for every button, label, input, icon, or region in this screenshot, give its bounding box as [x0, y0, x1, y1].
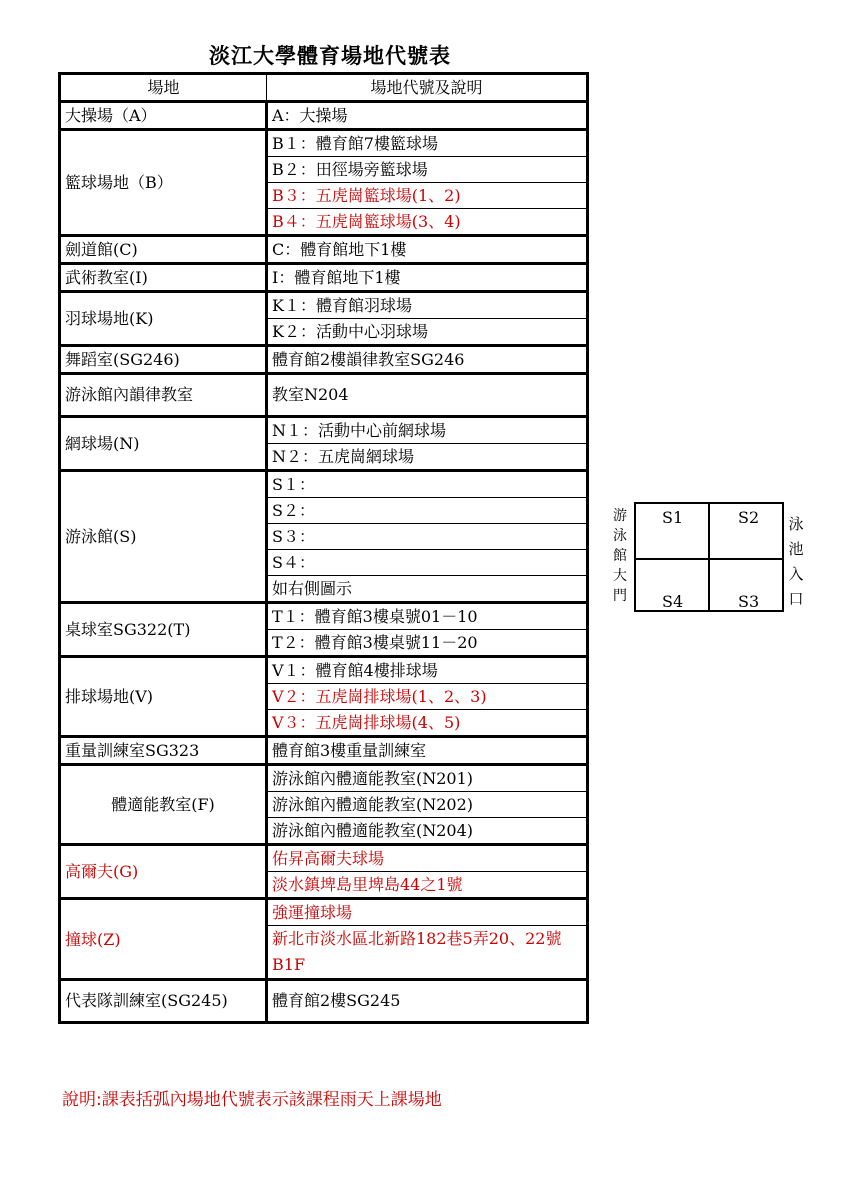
pool-divider-vertical [708, 504, 710, 610]
page-title: 淡江大學體育場地代號表 [209, 43, 451, 68]
code-cell: 淡水鎮埤島里埤島44之1號 [267, 872, 588, 899]
code-cell: 游泳館內體適能教室(N204) [267, 818, 588, 845]
code-cell: V１：體育館4樓排球場 [267, 657, 588, 684]
code-cell: V２：五虎崗排球場(1、2、3) [267, 684, 588, 710]
venue-cell: 游泳館內韻律教室 [60, 374, 267, 417]
code-cell: B２：田徑場旁籃球場 [267, 157, 588, 183]
lane-s4: S4 [662, 592, 684, 611]
table-row [60, 264, 588, 292]
venue-cell: 大操場（A） [60, 102, 267, 130]
code-cell: T２：體育館3樓桌號11－20 [267, 630, 588, 657]
code-cell: A：大操場 [267, 102, 588, 130]
code-cell: 體育館2樓SG245 [267, 980, 588, 1023]
venue-code-table [58, 72, 589, 1024]
code-cell: T１：體育館3樓桌號01－10 [267, 603, 588, 630]
code-cell: 體育館3樓重量訓練室 [267, 737, 588, 765]
venue-cell: 舞蹈室(SG246) [60, 346, 267, 374]
venue-cell: 重量訓練室SG323 [60, 737, 267, 765]
table-row [60, 980, 588, 1023]
code-cell: 游泳館內體適能教室(N202) [267, 792, 588, 818]
code-cell: K２：活動中心羽球場 [267, 319, 588, 346]
lane-s3: S3 [738, 592, 760, 611]
code-cell: C：體育館地下1樓 [267, 236, 588, 264]
table-row [60, 417, 588, 444]
code-cell: 強運撞球場 [267, 899, 588, 926]
table-row [60, 374, 588, 417]
venue-cell: 高爾夫(G) [60, 845, 267, 899]
venue-cell: 游泳館(S) [60, 471, 267, 603]
pool-lane-diagram [612, 502, 812, 614]
venue-cell: 劍道館(C) [60, 236, 267, 264]
code-cell: N１：活動中心前網球場 [267, 417, 588, 444]
footnote: 說明:課表括弧內場地代號表示該課程雨天上課場地 [62, 1090, 442, 1110]
venue-cell: 代表隊訓練室(SG245) [60, 980, 267, 1023]
table-row [60, 603, 588, 630]
code-cell: S３： [267, 524, 588, 550]
venue-cell: 撞球(Z) [60, 899, 267, 980]
table-row [60, 102, 588, 130]
code-cell: 佑昇高爾夫球場 [267, 845, 588, 872]
venue-cell: 武術教室(I) [60, 264, 267, 292]
table-row [60, 899, 588, 926]
pool-divider-horizontal [636, 558, 782, 560]
table-header-row [60, 74, 588, 102]
code-cell: 游泳館內體適能教室(N201) [267, 765, 588, 792]
venue-cell: 網球場(N) [60, 417, 267, 471]
pool-inlet-label: 泳 池 入 口 [788, 515, 804, 608]
code-cell: S１： [267, 471, 588, 498]
code-cell: 如右側圖示 [267, 576, 588, 603]
table-row [60, 346, 588, 374]
lane-s2: S2 [738, 508, 760, 527]
table-row [60, 657, 588, 684]
table-row [60, 130, 588, 157]
table-row [60, 765, 588, 792]
venue-cell: 桌球室SG322(T) [60, 603, 267, 657]
code-cell: N２：五虎崗網球場 [267, 444, 588, 471]
venue-cell: 排球場地(V) [60, 657, 267, 737]
code-cell: S２： [267, 498, 588, 524]
code-cell: 新北市淡水區北新路182巷5弄20、22號B1F [267, 926, 588, 980]
code-cell: 體育館2樓韻律教室SG246 [267, 346, 588, 374]
venue-cell: 體適能教室(F) [60, 765, 267, 845]
venue-cell: 籃球場地（B） [60, 130, 267, 236]
table-row [60, 845, 588, 872]
table-row [60, 471, 588, 498]
venue-cell: 羽球場地(K) [60, 292, 267, 346]
code-cell: S４： [267, 550, 588, 576]
code-cell: 教室N204 [267, 374, 588, 417]
table-row [60, 737, 588, 765]
pool-entrance-label: 游 泳 館 大 門 [613, 508, 627, 604]
code-cell: B４：五虎崗籃球場(3、4) [267, 209, 588, 236]
header-venue: 場地 [60, 74, 267, 102]
code-cell: B１：體育館7樓籃球場 [267, 130, 588, 157]
header-code: 場地代號及說明 [267, 74, 588, 102]
code-cell: B３：五虎崗籃球場(1、2) [267, 183, 588, 209]
code-cell: K１：體育館羽球場 [267, 292, 588, 319]
code-cell: V３：五虎崗排球場(4、5) [267, 710, 588, 737]
table-row [60, 292, 588, 319]
pool-grid [634, 502, 784, 612]
lane-s1: S1 [662, 508, 684, 527]
table-row [60, 236, 588, 264]
code-cell: I：體育館地下1樓 [267, 264, 588, 292]
